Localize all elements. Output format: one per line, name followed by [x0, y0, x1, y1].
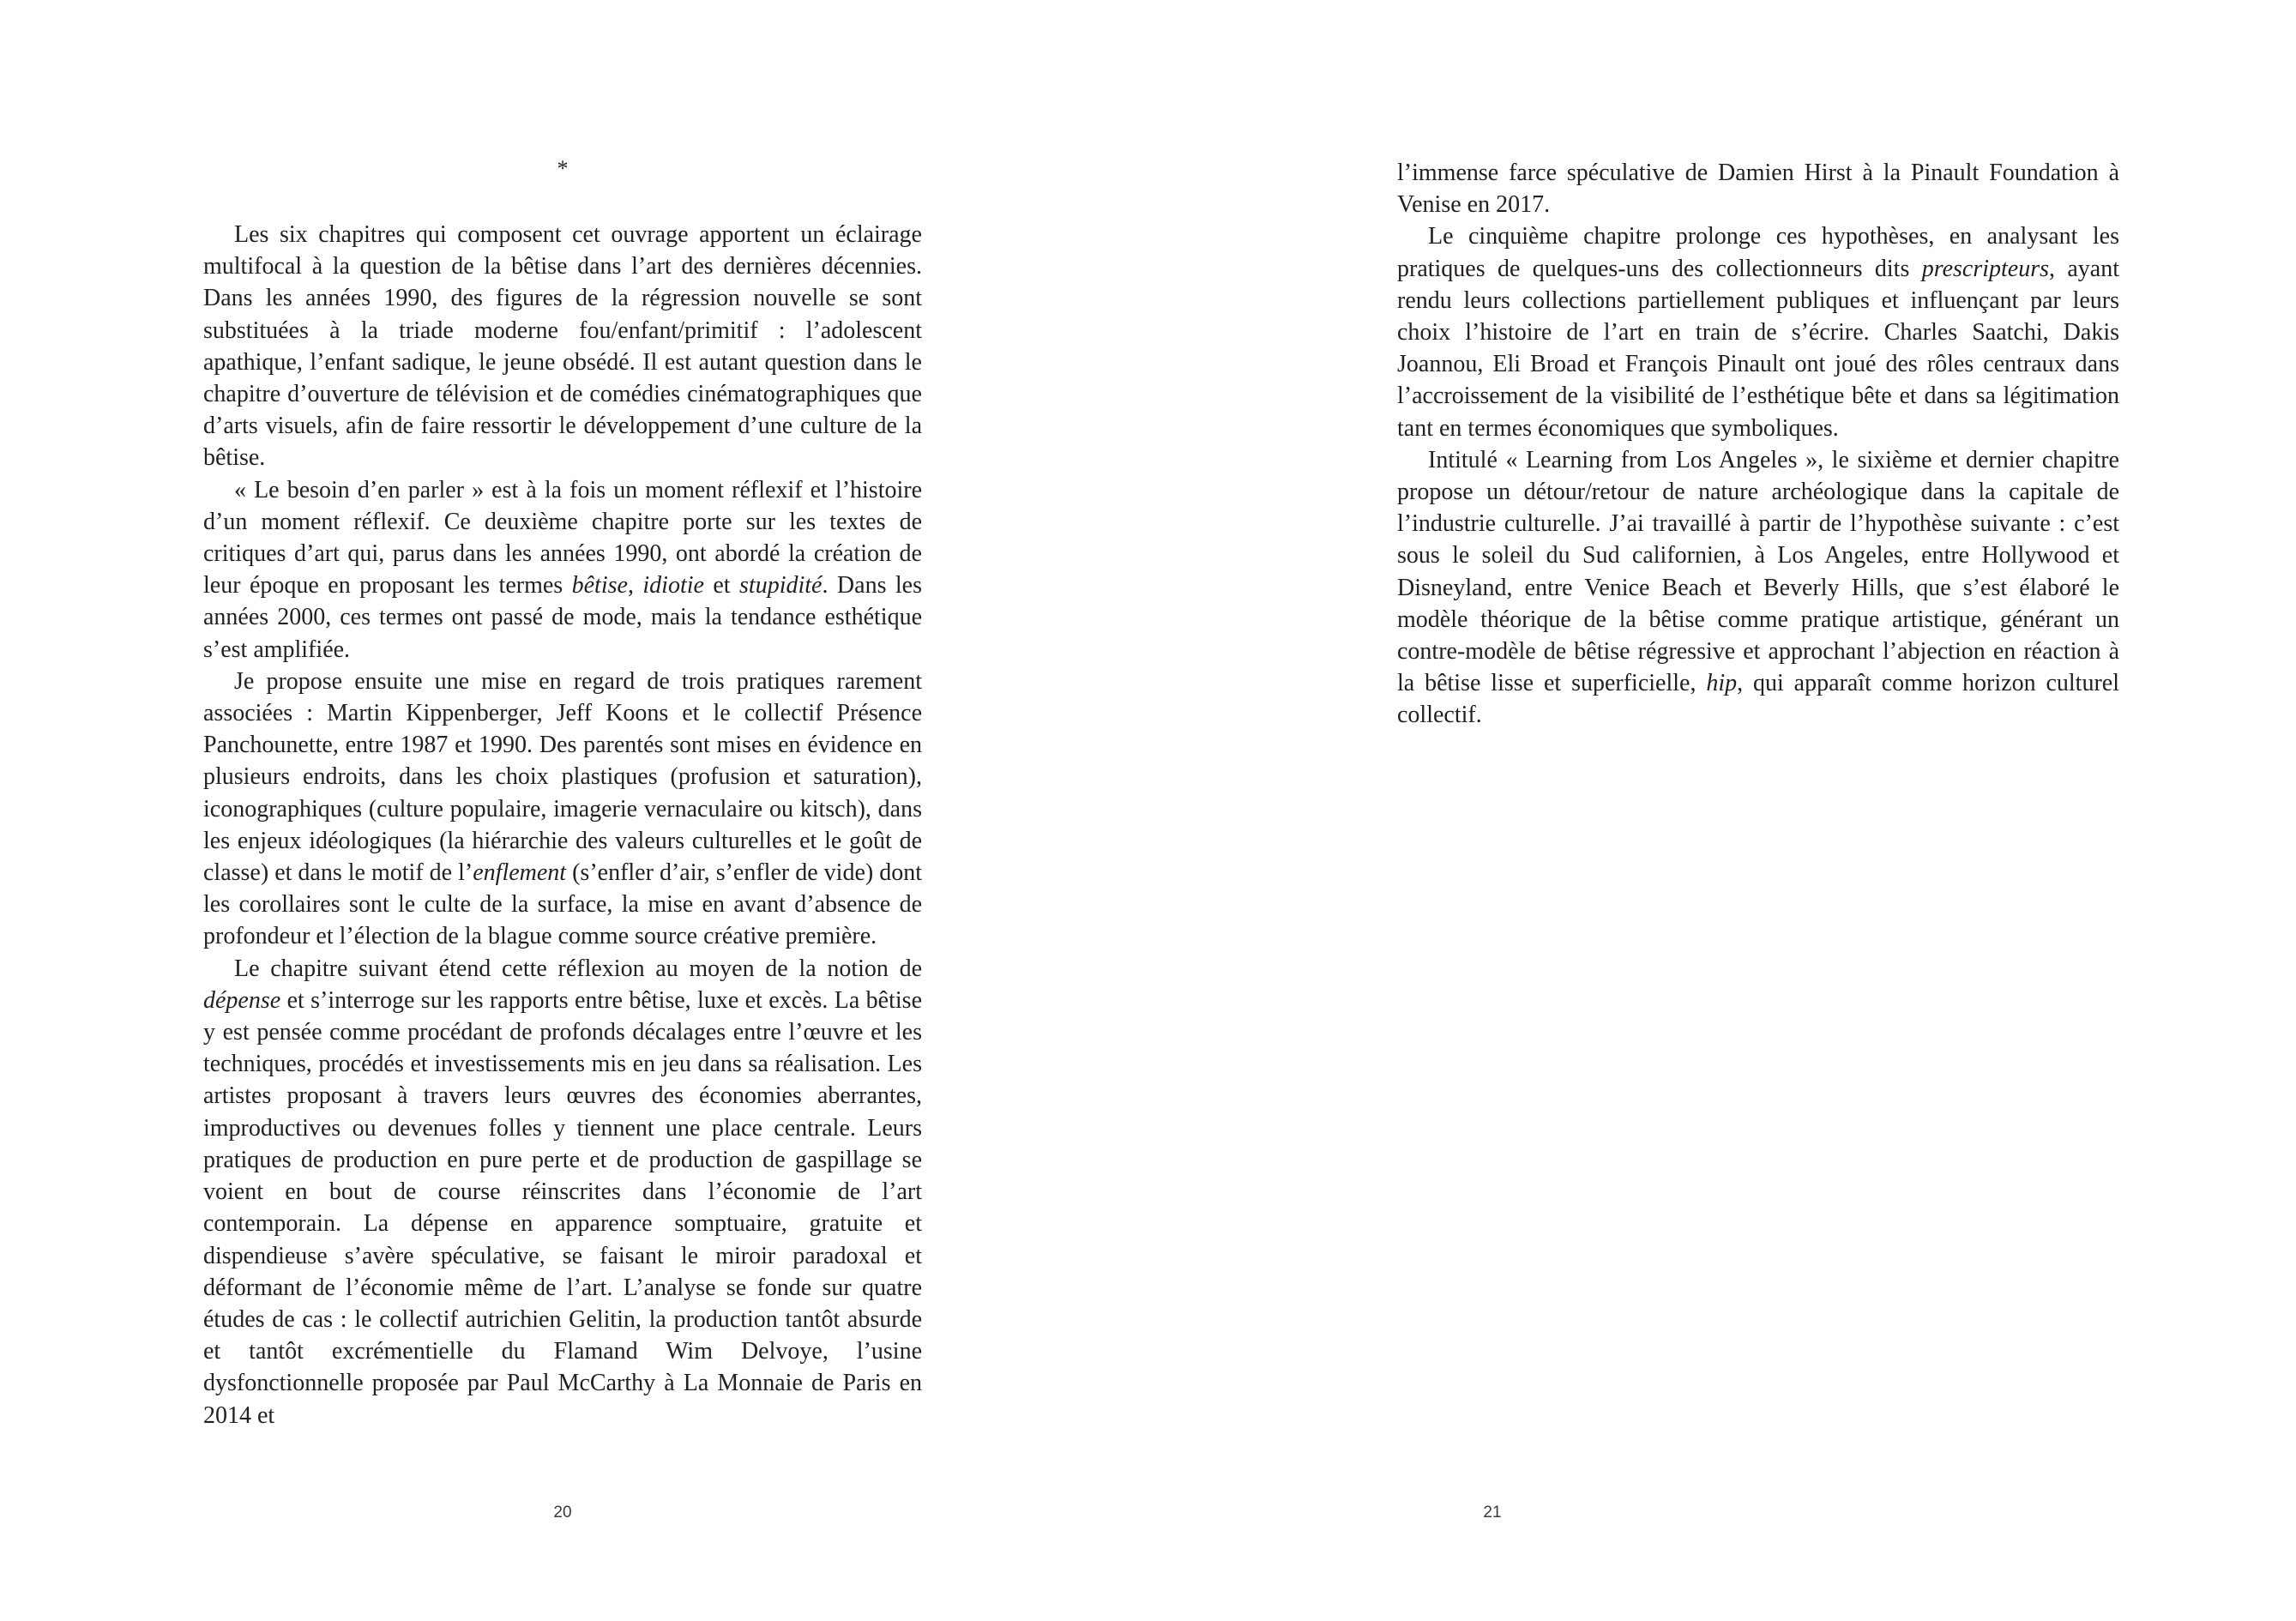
text-run: , qui apparaît comme horizon culturel collectif.	[1397, 670, 2119, 729]
text-run: Le cinquième chapitre prolonge ces hypothèses, en analysant les pratiques de quelques-uns des collectionneurs dits	[1397, 223, 2119, 282]
page-number-left: 20	[553, 1503, 572, 1522]
paragraph-chapter-four	[203, 953, 922, 1431]
left-text-column	[203, 219, 922, 1431]
paragraph-chapter-five	[1397, 220, 2119, 443]
text-run: (s’enfler d’air, s’enfler de vide) dont les corollaires sont le culte de la surface, la mise en avant d’absence de profondeur et l’élection de la blague comme source créative première.	[203, 859, 922, 950]
text-run: ,	[627, 572, 643, 600]
italic-term: dépense	[203, 986, 281, 1014]
italic-term: bêtise	[571, 572, 628, 600]
paragraph-chapters-overview: Les six chapitres qui composent cet ouvrage apportent un éclairage multifocal à la question de la bêtise dans l’art des dernières décennies. Dans les années 1990, des figures de la régression nouvelle se sont substituées à la triade moderne fou/enfant/primitif : l’adolescent apathique, l’enfant sadique, le jeune obsédé. Il est autant question dans le chapitre d’ouverture de télévision et de comédies cinématographiques que d’arts visuels, afin de faire ressortir le développement d’une culture de la bêtise.	[203, 221, 922, 472]
right-text-column	[1397, 157, 2119, 732]
paragraph-continuation: l’immense farce spéculative de Damien Hirst à la Pinault Foundation à Venise en 2017.	[1397, 160, 2119, 219]
text-run: Le chapitre suivant étend cette réflexion au moyen de la notion de	[234, 955, 922, 982]
right-page	[1148, 0, 2296, 1621]
paragraph-chapter-six	[1397, 444, 2119, 732]
text-run: « Le besoin d’en parler » est à la fois un moment réflexif et l’histoire d’un moment réflexif. Ce deuxième chapitre porte sur les textes de critiques d’art qui, parus dans les années 1990, ont abordé la création de leur époque en proposant les termes	[203, 476, 922, 600]
italic-term: prescripteurs	[1921, 255, 2050, 282]
text-run: et	[703, 572, 740, 600]
italic-term: enflement	[473, 859, 567, 887]
text-run: Intitulé « Learning from Los Angeles », le sixième et dernier chapitre propose un détour/retour de nature archéologique dans la capitale de l’industrie culturelle. J’ai travaillé à partir de l’hypothèse suivante : c’est sous le soleil du Sud californien, à Los Angeles, entre Hollywood et Disneyland, entre Venice Beach et Beverly Hills, que s’est élaboré le modèle théorique de la bêtise comme pratique artistique, générant un contre-modèle de bêtise régressive et approchant l’abjection en réaction à la bêtise lisse et superficielle,	[1397, 446, 2119, 697]
text-run: . Dans les années 2000, ces termes ont passé de mode, mais la tendance esthétique s’est amplifiée.	[203, 572, 923, 663]
italic-term: stupidité	[739, 572, 823, 600]
text-run: et s’interroge sur les rapports entre bêtise, luxe et excès. La bêtise y est pensée comme procédant de profonds décalages entre l’œuvre et les techniques, procédés et investissements mis en jeu dans sa réalisation. Les artistes proposant à travers leurs œuvres des économies aberrantes, improductives ou devenues folles y tiennent une place centrale. Leurs pratiques de production en pure perte et de production de gaspillage se voient en bout de course réinscrites dans l’économie de l’art contemporain. La dépense en apparence somptuaire, gratuite et dispendieuse s’avère spéculative, se faisant le miroir paradoxal et déformant de l’économie même de l’art. L’analyse se fonde sur quatre études de cas : le collectif autrichien Gelitin, la production tantôt absurde et tantôt excrémentielle du Flamand Wim Delvoye, l’usine dysfonctionnelle proposée par Paul McCarthy à La Monnaie de Paris en 2014 et	[203, 986, 922, 1429]
text-run: Je propose ensuite une mise en regard de trois pratiques rarement associées : Martin Kippenberger, Jeff Koons et le collectif Présence Panchounette, entre 1987 et 1990. Des parentés sont mises en évidence en plusieurs endroits, dans les choix plastiques (profusion et saturation), iconographiques (culture populaire, imagerie vernaculaire ou kitsch), dans les enjeux idéologiques (la hiérarchie des valeurs culturelles et le goût de classe) et dans le motif de l’	[203, 667, 922, 887]
page-number-right: 21	[1483, 1503, 1502, 1522]
paragraph-chapter-three	[203, 666, 922, 953]
text-run: , ayant rendu leurs collections partiellement publiques et influençant par leurs choix l’histoire de l’art en train de s’écrire. Charles Saatchi, Dakis Joannou, Eli Broad et François Pinault ont joué des rôles centraux dans l’accroissement de la visibilité de l’esthétique bête et dans sa légitimation tant en termes économiques que symboliques.	[1397, 255, 2119, 442]
italic-term: hip	[1706, 670, 1738, 697]
paragraph-chapter-two	[203, 474, 922, 666]
section-separator: *	[557, 156, 569, 181]
italic-term: idiotie	[642, 572, 704, 600]
